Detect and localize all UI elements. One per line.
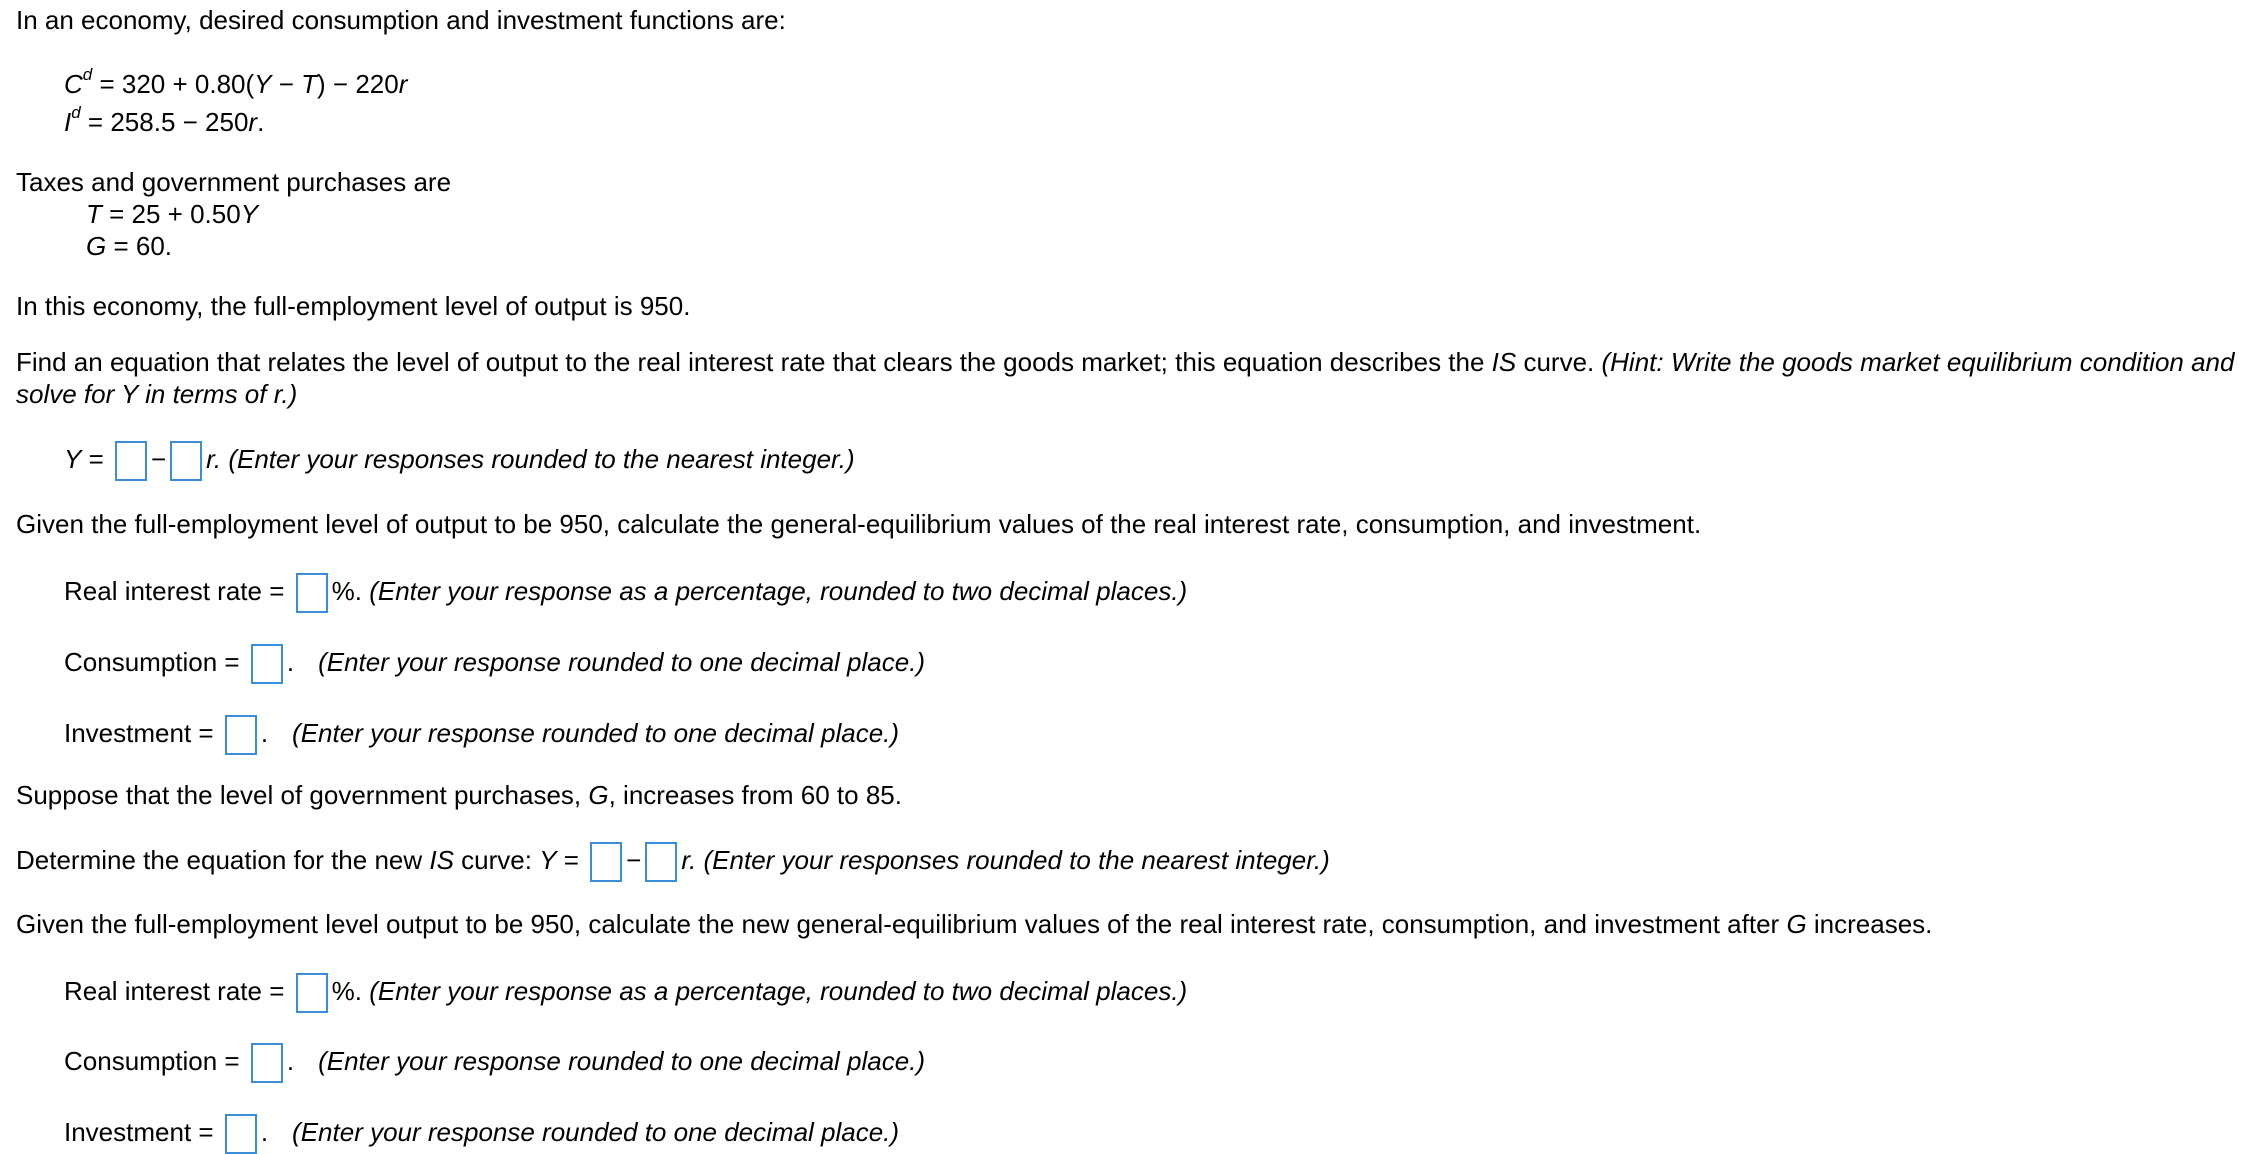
cd-pre: = 320 + 0.80( (92, 69, 255, 99)
id-sup: d (71, 103, 81, 123)
rate-suffix-2: %. (331, 975, 370, 1006)
is-slope-input[interactable] (170, 441, 202, 481)
question-new-is (16, 842, 1330, 882)
cd-y: Y (254, 69, 272, 99)
rate-row-2 (64, 973, 1187, 1013)
q4-minus: − (626, 844, 642, 875)
tax-function (86, 198, 258, 230)
investment-input-1[interactable] (225, 715, 257, 755)
question-new-equilibrium (16, 908, 1932, 940)
cons-suffix-1: . (286, 646, 295, 677)
rate-label-2: Real interest rate = (64, 975, 292, 1006)
q4-pre: Determine the equation for the new (16, 844, 430, 875)
a1-r: r (206, 443, 214, 474)
investment-input-2[interactable] (225, 1114, 257, 1154)
q4-instr: . (Enter your responses rounded to the nearest integer.) (689, 844, 1330, 875)
cons-label-1: Consumption = (64, 646, 247, 677)
q1-post: curve. (1516, 347, 1602, 377)
inv-row-1 (64, 715, 899, 755)
rate-instr-2: (Enter your response as a percentage, rounded to two decimal places.) (369, 975, 1188, 1006)
g-rest: = 60. (106, 231, 173, 261)
q3-g: G (588, 780, 609, 810)
cd-var: C (64, 69, 83, 99)
real-interest-rate-input-1[interactable] (296, 573, 328, 613)
cd-post: ) − 220 (317, 69, 399, 99)
q1-hint: (Hint: Write the goods market equilibrium condition and (1601, 347, 2235, 377)
q4-y: Y (539, 844, 557, 875)
intro-text: In an economy, desired consumption and investment functions are: (16, 5, 786, 35)
rate-instr-1: (Enter your response as a percentage, rounded to two decimal places.) (369, 575, 1188, 606)
inv-suffix-2: . (260, 1116, 269, 1147)
q5-post: increases. (1806, 909, 1933, 939)
cons-row-1 (64, 644, 925, 684)
q4-is: IS (429, 844, 454, 875)
inv-label-2: Investment = (64, 1116, 221, 1147)
question-g-increase (16, 779, 902, 811)
t-rest: = 25 + 0.50 (101, 199, 241, 229)
taxes-intro: Taxes and government purchases are (16, 167, 452, 197)
q5-g: G (1786, 909, 1807, 939)
question-is-curve (16, 346, 2234, 378)
cons-suffix-2: . (286, 1045, 295, 1076)
new-is-slope-input[interactable] (645, 842, 677, 882)
cons-instr-1: (Enter your response rounded to one decimal place.) (318, 646, 926, 677)
real-interest-rate-input-2[interactable] (296, 973, 328, 1013)
cons-label-2: Consumption = (64, 1045, 247, 1076)
inv-row-2 (64, 1114, 899, 1154)
full-employment-text: In this economy, the full-employment level of output is 950. (16, 291, 691, 321)
cd-minus: − (271, 69, 302, 99)
q3-post: , increases from 60 to 85. (608, 780, 902, 810)
q5-pre: Given the full-employment level output to be 950, calculate the new general-equilibrium values of the real interest rate, consumption, and investment after (16, 909, 1787, 939)
cons-instr-2: (Enter your response rounded to one decimal place.) (318, 1045, 926, 1076)
q4-r: r (681, 844, 690, 875)
rate-row-1 (64, 573, 1187, 613)
a1-minus: − (150, 443, 167, 474)
q4-eq: = (556, 844, 587, 875)
consumption-input-2[interactable] (251, 1043, 283, 1083)
id-pre: = 258.5 − 250 (80, 107, 249, 137)
a1-instr: . (Enter your responses rounded to the nearest integer.) (213, 443, 855, 474)
inv-suffix-1: . (260, 717, 269, 748)
cd-r: r (398, 69, 408, 99)
q1-is: IS (1491, 347, 1517, 377)
q3-pre: Suppose that the level of government purchases, (16, 780, 589, 810)
new-is-intercept-input[interactable] (590, 842, 622, 882)
rate-suffix-1: %. (331, 575, 370, 606)
gov-purchases (86, 230, 172, 262)
q1-pre: Find an equation that relates the level of output to the real interest rate that clears the goods market; this equation describes the (16, 347, 1492, 377)
rate-label-1: Real interest rate = (64, 575, 292, 606)
cd-t: T (301, 69, 318, 99)
question-is-hint-cont: solve for Y in terms of r.) (16, 379, 298, 409)
inv-instr-1: (Enter your response rounded to one decimal place.) (292, 717, 900, 748)
id-end: . (257, 107, 265, 137)
question-equilibrium: Given the full-employment level of output to be 950, calculate the general-equilibrium values of the real interest rate, consumption, and investment. (16, 509, 1702, 539)
inv-instr-2: (Enter your response rounded to one decimal place.) (292, 1116, 900, 1147)
consumption-function (64, 65, 408, 100)
t-var: T (86, 199, 102, 229)
consumption-input-1[interactable] (251, 644, 283, 684)
investment-function (64, 103, 265, 138)
q4-mid: curve: (453, 844, 540, 875)
g-var: G (86, 231, 107, 261)
id-var: I (64, 107, 72, 137)
is-intercept-input[interactable] (115, 441, 147, 481)
cd-sup: d (82, 65, 93, 85)
a1-eq: = (81, 443, 111, 474)
a1-y: Y (64, 443, 82, 474)
answer-is-curve (64, 441, 855, 481)
id-r: r (248, 107, 258, 137)
inv-label-1: Investment = (64, 717, 221, 748)
cons-row-2 (64, 1043, 925, 1083)
t-y: Y (240, 199, 259, 229)
